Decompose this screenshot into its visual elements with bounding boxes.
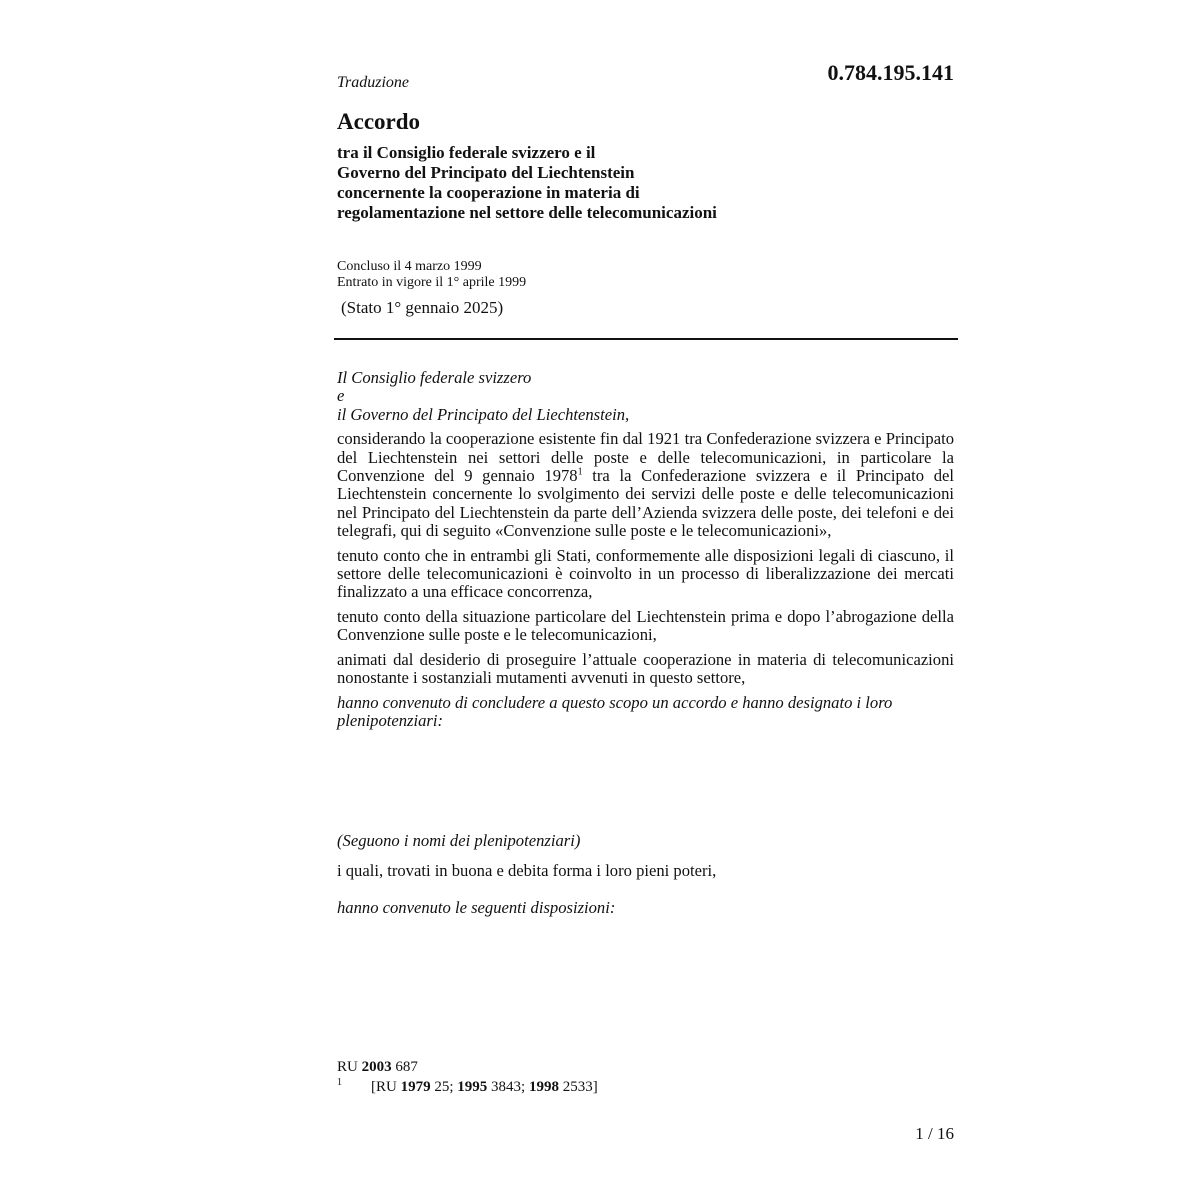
plenipotentiaries-note: (Seguono i nomi dei plenipotenziari) xyxy=(337,831,581,850)
official-compilation-reference xyxy=(337,1059,418,1076)
in-force-date: Entrato in vigore il 1° aprile 1999 xyxy=(337,275,527,290)
preamble-p1-text-cont: tra la Confederazione svizzera e il Principato del Liechtenstein concernente lo svolgimento dei servizi delle poste e delle telecomunicazioni nel Principato del Liechtenstein da parte dell’Azienda svizzera delle poste, dei telefoni e dei telegrafi, qui di seguito «Convenzione sulle poste e le telecomunicazioni», xyxy=(337,466,955,541)
footnote-reference[interactable]: 1 xyxy=(577,466,583,478)
preamble-paragraph-3: tenuto conto della situazione particolare del Liechtenstein prima e dopo l’abrogazione della Convenzione sulle poste e le telecomunicazioni, xyxy=(337,606,954,645)
subtitle-line: tra il Consiglio federale svizzero e il xyxy=(337,143,596,162)
subtitle-line: Governo del Principato del Liechtenstein xyxy=(337,163,635,182)
document-number: 0.784.195.141 xyxy=(827,60,954,85)
preamble-paragraph-2: tenuto conto che in entrambi gli Stati, conformemente alle disposizioni legali di ciascuno, il settore delle telecomunicazioni è coinvolto in un processo di liberalizzazione dei mercati finalizzato a una efficace concorrenza, xyxy=(337,545,954,602)
subtitle-line: concernente la cooperazione in materia di xyxy=(337,183,640,202)
concluded-date: Concluso il 4 marzo 1999 xyxy=(337,259,482,274)
preamble xyxy=(337,369,954,730)
footnote-1: 1 [RU 1979 25; 1995 3843; 1998 2533] xyxy=(337,1077,598,1095)
preamble-paragraph-5: hanno convenuto di concludere a questo scopo un accordo e hanno designato i loro plenipotenziari: xyxy=(337,692,893,730)
footnote-open: [RU xyxy=(371,1079,397,1095)
party-first: Il Consiglio federale svizzero xyxy=(337,368,532,387)
parties-block xyxy=(337,369,954,424)
page-number: 1 / 16 xyxy=(915,1124,954,1143)
plenipotentiaries-block xyxy=(337,832,954,917)
footnote-ref2-year: 1995 xyxy=(457,1079,488,1095)
party-conjunction: e xyxy=(337,386,345,406)
ru-prefix: RU xyxy=(337,1059,358,1075)
ru-page: 687 xyxy=(395,1059,418,1075)
agreed-provisions-text: hanno convenuto le seguenti disposizioni: xyxy=(337,897,616,917)
preamble-paragraph-1 xyxy=(337,430,954,540)
ru-year: 2003 xyxy=(361,1059,392,1075)
footnote-ref3-page: 2533] xyxy=(562,1079,598,1095)
footnote-ref3-year: 1998 xyxy=(528,1079,559,1095)
subtitle-line: regolamentazione nel settore delle telecomunicazioni xyxy=(337,203,717,222)
footnote-ref2-page: 3843; xyxy=(491,1079,526,1095)
dates-block xyxy=(337,259,526,291)
full-powers-text: i quali, trovati in buona e debita forma i loro pieni poteri, xyxy=(337,861,717,881)
party-second: il Governo del Principato del Liechtenstein, xyxy=(337,404,630,424)
preamble-p1-text: considerando la cooperazione esistente fin dal 1921 tra Confederazione svizzera e Principato del Liechtenstein nei settori delle poste e delle telecomunicazioni, in particolare la Convenzione del 9 gennaio 1978 xyxy=(337,429,954,486)
status-date: (Stato 1° gennaio 2025) xyxy=(341,298,504,317)
document-title: Accordo xyxy=(337,109,421,134)
translation-label: Traduzione xyxy=(337,74,410,91)
footnote-ref1-page: 25; xyxy=(434,1079,454,1095)
footnote-ref1-year: 1979 xyxy=(400,1079,431,1095)
preamble-paragraph-4: animati dal desiderio di proseguire l’attuale cooperazione in materia di telecomunicazioni nonostante i sostanziali mutamenti avvenuti in questo settore, xyxy=(337,649,954,688)
header-divider xyxy=(334,338,958,340)
document-subtitle xyxy=(337,143,957,223)
